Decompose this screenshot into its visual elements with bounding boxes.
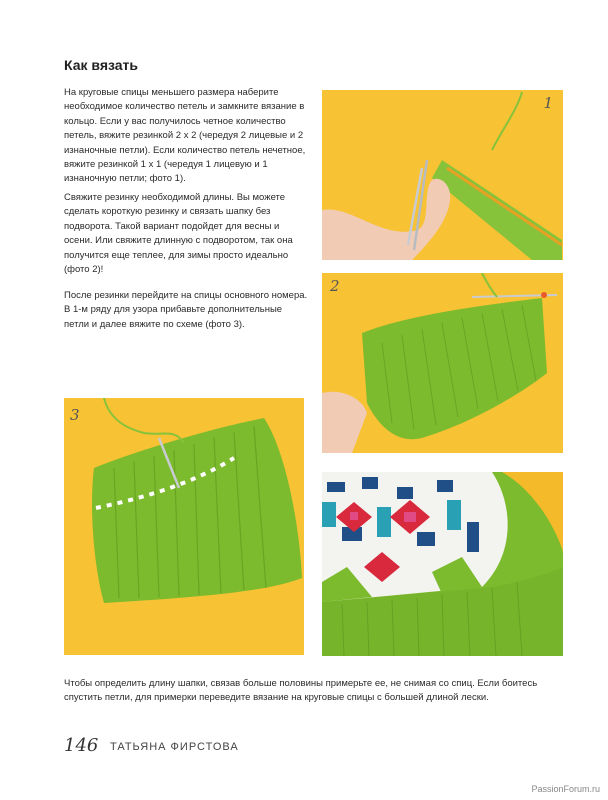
photo-number: 1 (543, 94, 553, 112)
photo-1-illustration (322, 90, 563, 260)
photo-2 (322, 273, 563, 453)
section-heading: Как вязать (64, 57, 139, 73)
paragraph-3 (64, 289, 309, 332)
photo-number: 2 (330, 277, 340, 295)
photo-3 (64, 398, 304, 655)
paragraph-2 (64, 191, 309, 277)
photo-3-illustration (64, 398, 304, 655)
author-name: ТАТЬЯНА ФИРСТОВА (110, 741, 239, 753)
photo-4-illustration (322, 472, 563, 656)
photo-1 (322, 90, 563, 260)
photo-number: 3 (70, 406, 80, 424)
paragraph-text: На круговые спицы меньшего размера наберите необходимое количество петель и замкните вязание в кольцо. Если у вас получилось четное количество петель, вяжите резинкой 2 х 2 (чередуя 2 лицевые и 2 изнаночные петли). Если количество петель нечетное, вяжите резинкой 1 х 1 (чередуя 1 лицевую и 1 изнаночную петли; фото 1). (64, 87, 306, 185)
page-number: 146 (64, 735, 99, 756)
photo-4 (322, 472, 563, 656)
photo-2-illustration (322, 273, 563, 453)
paragraph-text: Свяжите резинку необходимой длины. Вы можете сделать короткую резинку и связать шапку без подворота. Такой вариант подойдет для весны и осени. Или свяжите длинную с подворотом, так она получится еще теплее, для зимы просто идеально (фото 2)! (64, 192, 293, 276)
paragraph-1 (64, 86, 309, 187)
paragraph-text: После резинки перейдите на спицы основного номера. В 1-м ряду для узора прибавьте дополнительные петли и далее вяжите по схеме (фото 3). (64, 290, 308, 330)
bottom-note: Чтобы определить длину шапки, связав больше половины примерьте ее, не снимая со спиц. Если боитесь спустить петли, для примерки переведите вязание на круговые спицы с большей длиной лески. (64, 678, 538, 704)
watermark: PassionForum.ru (531, 784, 600, 794)
